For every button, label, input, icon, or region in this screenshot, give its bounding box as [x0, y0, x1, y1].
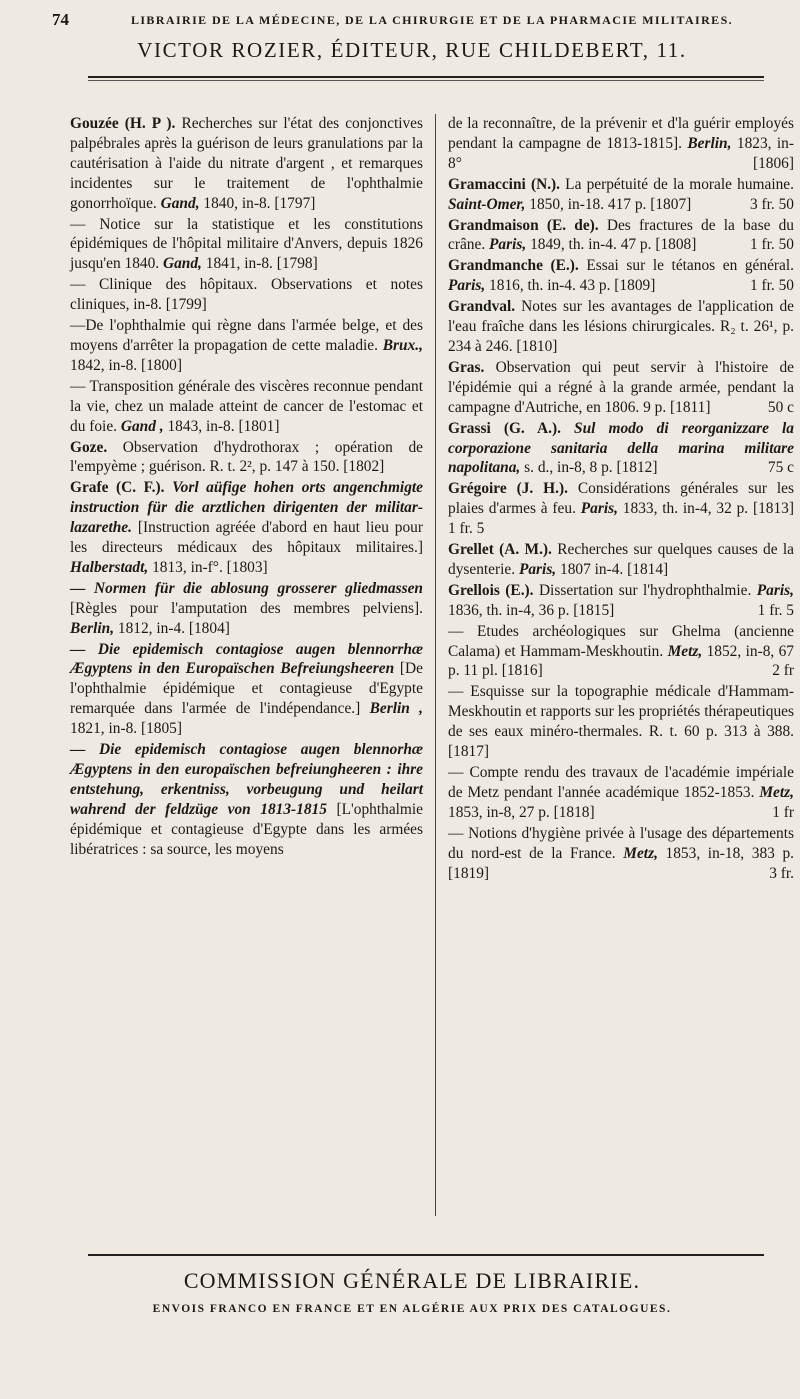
entry-text: s. d., in-8, 8 p. [1812] [520, 459, 658, 477]
entry-text: Notes sur les avantages de l'application de l'eau fraîche dans les lésions chirurgicales. R₂ t. 26¹, p. 234 à 246. [1810] [448, 298, 794, 355]
entry-author: Grégoire (J. H.). [448, 480, 568, 498]
catalog-entry [70, 640, 423, 740]
catalog-entry [70, 438, 423, 478]
entry-title: Vorl aüfige hohen orts angenchmigte instruction für die arztlichen dirigenten der militar-lazarethe. [70, 479, 423, 537]
footer-title: COMMISSION GÉNÉRALE DE LIBRAIRIE. [183, 1268, 641, 1293]
entry-tail: 1849, th. in-4. 47 p. [1808] [526, 236, 697, 254]
entry-price: 1 fr [772, 803, 794, 821]
entry-text: Des fractures de la base du crâne. [448, 216, 794, 254]
entry-place: Brux., [382, 336, 423, 354]
entry-text: — Etudes archéologiques sur Ghelma (ancienne Calama) et Hammam-Meskhoutin. [448, 622, 794, 660]
entry-price: 75 c [767, 459, 794, 477]
entry-tail: 1812, in-4. [1804] [114, 619, 230, 637]
entry-text: Recherches sur quelques causes de la dysenterie. [448, 541, 794, 578]
entry-place: Berlin , [369, 700, 423, 718]
entry-tail: 1850, in-18. 417 p. [1807] [525, 195, 692, 213]
entry-tail: 1853, in-8, 27 p. [1818] [448, 803, 595, 821]
entry-text: — Clinique des hôpitaux. Observations et notes cliniques, in-8. [1799] [70, 276, 423, 314]
entry-tail: 1841, in-8. [1798] [201, 255, 318, 273]
entry-text: — Compte rendu des travaux de l'académie impériale de Metz pendant l'année académique 1852-1853. [448, 764, 794, 801]
entry-place: Gand, [162, 255, 202, 273]
entry-text: Observation d'hydrothorax ; opération de l'empyème ; guérison. R. t. 2², p. 147 à 150. [1802] [70, 438, 423, 476]
catalog-entry [448, 581, 794, 621]
header-rule-thin [88, 80, 764, 81]
entry-text: [Règles pour l'amputation des membres pelviens]. [70, 599, 423, 617]
entry-author: Gras. [448, 358, 485, 376]
catalog-entry [70, 579, 423, 639]
entry-text: [De l'ophthalmie épidémique et contagieuse d'Egypte remarquée dans l'armée de l'indépendance.] [70, 660, 423, 718]
entry-place: Saint-Omer, [448, 195, 526, 213]
entry-author: Gouzée (H. P ). [70, 115, 176, 132]
entry-tail: 1823, in-8° [448, 134, 794, 172]
catalog-entry [70, 377, 423, 437]
entry-text: [Instruction agréée d'abord en haut lieu pour les directeurs médicaux des hôpitaux militaires.] [70, 519, 423, 557]
entry-text: La perpétuité de la morale humaine. [560, 175, 794, 193]
entry-tail: 1807 in-4. [1814] [556, 560, 669, 578]
entry-tail: 1813, in-f°. [1803] [148, 558, 268, 576]
catalog-entry [448, 682, 794, 762]
entry-tail: 1833, th. in-4, 32 p. [1813] 1 fr. 5 [448, 500, 794, 538]
catalog-entry [70, 215, 423, 275]
page-header [52, 10, 772, 34]
catalog-entry [70, 275, 423, 315]
entry-number: [1806] [752, 154, 794, 172]
header-rule [88, 76, 764, 78]
entry-text: de la reconnaître, de la prévenir et d'la guérir employés pendant la campagne de 1813-1815]. [448, 115, 794, 152]
entry-price: 50 c [767, 398, 794, 416]
running-head: LIBRAIRIE DE LA MÉDECINE, DE LA CHIRURGIE ET DE LA PHARMACIE MILITAIRES. [130, 13, 734, 27]
right-column [448, 114, 794, 884]
entry-title: — Die epidemisch contagiose augen blennorhæ Ægyptens in den europaïschen befreiungheeren : ihre entstehung, erkentniss, vorbeugung und heilart wahrend der feldzüge von 1813-1815 [70, 741, 423, 818]
entry-author: Grandmaison (E. de). [448, 216, 599, 234]
footer-note: ENVOIS FRANCO EN FRANCE ET EN ALGÉRIE AUX PRIX DES CATALOGUES. [152, 1303, 672, 1315]
catalog-entry [448, 540, 794, 580]
entry-place: Berlin, [687, 134, 732, 152]
entry-title: — Normen für die ablosung grosserer gliedmassen [70, 579, 423, 597]
entry-text: — Esquisse sur la topographie médicale d'Hammam-Meskhoutin et rapports sur les propriétés thérapeutiques de ses eaux minéro-thermales. R. t. 60 p. 313 à 388. [1817] [448, 683, 794, 761]
left-column [70, 114, 423, 861]
catalog-entry [70, 740, 423, 859]
catalog-entry [70, 316, 423, 376]
catalog-entry [70, 478, 423, 578]
entry-price: 3 fr. 50 [749, 195, 794, 213]
column-divider [435, 114, 436, 1216]
entry-text: Observation qui peut servir à l'histoire de l'épidémie qui a régné à la grande armée, pendant la campagne d'Autriche, en 1806. 9 p. [1811] [448, 358, 794, 416]
entry-place: Halberstadt, [70, 558, 149, 576]
entry-tail: 1840, in-8. [1797] [199, 194, 316, 212]
entry-place: Paris, [518, 560, 557, 578]
entry-author: Grandmanche (E.). [448, 257, 579, 275]
catalog-entry [448, 358, 794, 418]
entry-place: Paris, [448, 277, 486, 295]
entry-text: Essai sur le tétanos en général. [578, 257, 794, 275]
catalog-entry [448, 297, 794, 357]
catalog-entry [448, 622, 794, 682]
entry-author: Grandval. [448, 298, 516, 316]
entry-title: Sul modo di reorganizzare la corporazione sanitaria della marina militare napolitana, [448, 419, 794, 477]
page-number: 74 [52, 10, 69, 29]
entry-text: — Notice sur la statistique et les constitutions épidémiques de l'hôpital militaire d'Anvers, depuis 1826 jusqu'en 1840. [70, 215, 423, 273]
entry-text: — Transposition générale des viscères reconnue pendant la vie, chez un malade atteint de cancer de l'estomac et du foie. [70, 377, 423, 435]
catalog-entry [448, 216, 794, 256]
entry-tail: 1843, in-8. [1801] [163, 417, 280, 435]
entry-author: Grellet (A. M.). [448, 541, 552, 559]
entry-author: Grafe (C. F.). [70, 479, 165, 497]
entry-text: [L'ophthalmie épidémique et contagieuse d'Egypte dans les armées libératrices : sa source, les moyens [70, 800, 424, 858]
entry-author: Goze. [70, 438, 108, 456]
catalog-entry [448, 763, 794, 823]
entry-price: 1 fr. 5 [757, 601, 794, 619]
entry-place: Metz, [759, 783, 794, 801]
entry-text: Dissertation sur l'hydrophthalmie. [533, 581, 757, 599]
entry-place: Paris, [580, 500, 618, 518]
entry-place: Metz, [667, 642, 703, 660]
catalog-entry [70, 114, 423, 214]
footer-rule [88, 1254, 764, 1256]
entry-place: Berlin, [70, 619, 115, 637]
entry-tail: 1821, in-8. [1805] [70, 720, 182, 738]
entry-price: 2 fr [772, 662, 794, 680]
entry-place: Paris, [489, 236, 527, 254]
entry-author: Grellois (E.). [448, 581, 534, 599]
catalog-entry [448, 824, 794, 884]
entry-text: Recherches sur l'état des conjonctives palpébrales après la guérison de leurs granulations par la cautérisation à l'aide du nitrate d'argent , et remarques incidentes sur le traitement de l'ophthalmie gonorrhoïque. [70, 115, 424, 212]
catalog-entry [448, 114, 794, 174]
publisher-line: VICTOR ROZIER, ÉDITEUR, RUE CHILDEBERT, 11. [137, 38, 687, 62]
entry-place: Paris, [756, 581, 794, 599]
catalog-entry [448, 479, 794, 539]
catalog-entry [448, 256, 794, 296]
entry-tail: 1816, th. in-4. 43 p. [1809] [485, 277, 656, 295]
entry-text: Considérations générales sur les plaies d'armes à feu. [448, 480, 794, 518]
entry-place: Metz, [623, 844, 658, 862]
entry-tail: 1836, th. in-4, 36 p. [1815] [448, 601, 615, 619]
entry-place: Gand , [120, 417, 164, 435]
entry-price: 1 fr. 50 [749, 236, 794, 254]
entry-price: 1 fr. 50 [749, 277, 794, 295]
entry-title: — Die epidemisch contagiose augen blennorrhæ Ægyptens in den Europaïschen Befreiungsheeren [70, 640, 423, 678]
catalog-entry [448, 175, 794, 215]
catalog-entry [448, 419, 794, 479]
entry-text: — Notions d'hygiène privée à l'usage des départements du nord-est de la France. [448, 824, 794, 862]
entry-place: Gand, [160, 194, 200, 212]
entry-tail: 1852, in-8, 67 p. 11 pl. [1816] [448, 642, 794, 680]
entry-author: Grassi (G. A.). [448, 419, 561, 437]
entry-price: 3 fr. [769, 864, 794, 882]
entry-tail: 1853, in-18, 383 p. [1819] [448, 844, 794, 882]
entry-text: —De l'ophthalmie qui règne dans l'armée belge, et des moyens d'arrêter la propagation de cette maladie. [70, 317, 423, 354]
entry-tail: 1842, in-8. [1800] [70, 356, 182, 374]
entry-author: Gramaccini (N.). [448, 175, 561, 193]
